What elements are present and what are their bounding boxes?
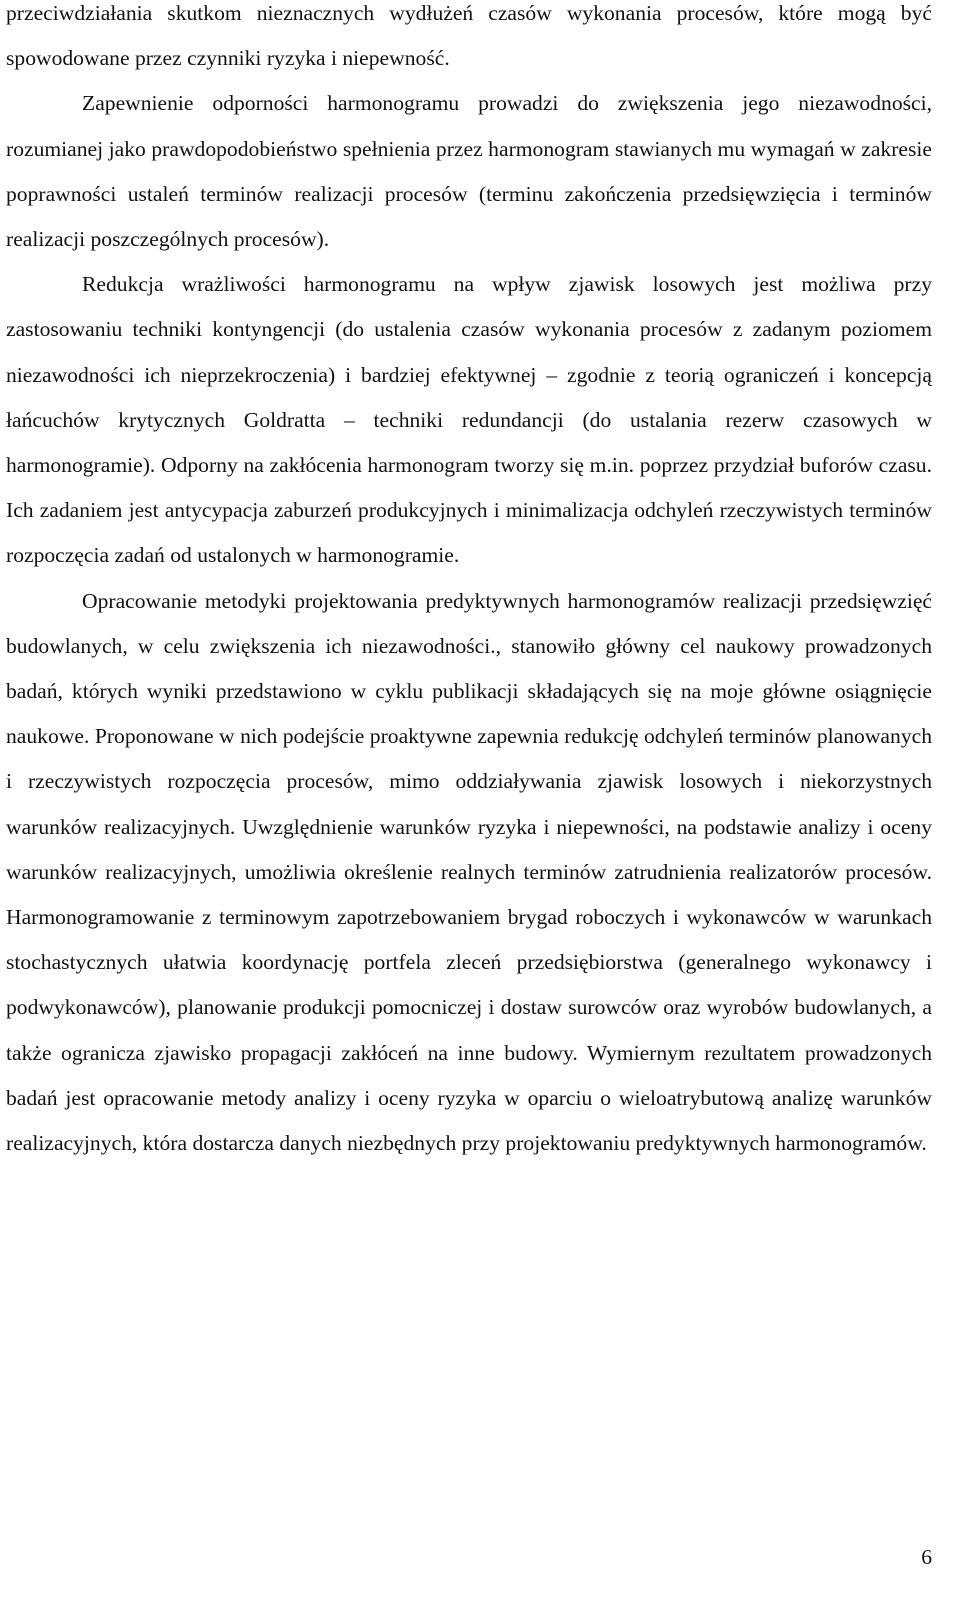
paragraph-continuation: przeciwdziałania skutkom nieznacznych wydłużeń czasów wykonania procesów, które mogą być spowodowane przez czynniki ryzyka i niepewność. (6, 1, 932, 71)
paragraph-sensitivity-reduction: Redukcja wrażliwości harmonogramu na wpływ zjawisk losowych jest możliwa przy zastosowaniu techniki kontyngencji (do ustalenia czasów wykonania procesów z zadanym poziomem niezawodności ich nieprzekroczenia) i bardziej efektywnej – zgodnie z teorią ograniczeń i koncepcją łańcuchów krytycznych Goldratta – techniki redundancji (do ustalania rezerw czasowych w harmonogramie). Odporny na zakłócenia harmonogram tworzy się m.in. poprzez przydział buforów czasu. Ich zadaniem jest antycypacja zaburzeń produkcyjnych i minimalizacja odchyleń rzeczywistych terminów rozpoczęcia zadań od ustalonych w harmonogramie. (6, 272, 932, 568)
paragraph-schedule-robustness: Zapewnienie odporności harmonogramu prowadzi do zwiększenia jego niezawodności, rozumianej jako prawdopodobieństwo spełnienia przez harmonogram stawianych mu wymagań w zakresie poprawności ustaleń terminów realizacji procesów (terminu zakończenia przedsięwzięcia i terminów realizacji poszczególnych procesów). (6, 91, 932, 252)
page-number: 6 (921, 1545, 932, 1569)
paragraph-methodology-goal: Opracowanie metodyki projektowania predyktywnych harmonogramów realizacji przedsięwzięć budowlanych, w celu zwiększenia ich niezawodności., stanowiło główny cel naukowy prowadzonych badań, których wyniki przedstawiono w cyklu publikacji składających się na moje główne osiągnięcie naukowe. Proponowane w nich podejście proaktywne zapewnia redukcję odchyleń terminów planowanych i rzeczywistych rozpoczęcia procesów, mimo oddziaływania zjawisk losowych i niekorzystnych warunków realizacyjnych. Uwzględnienie warunków ryzyka i niepewności, na podstawie analizy i oceny warunków realizacyjnych, umożliwia określenie realnych terminów zatrudnienia realizatorów procesów. Harmonogramowanie z terminowym zapotrzebowaniem brygad roboczych i wykonawców w warunkach stochastycznych ułatwia koordynację portfela zleceń przedsiębiorstwa (generalnego wykonawcy i podwykonawców), planowanie produkcji pomocniczej i dostaw surowców oraz wyrobów budowlanych, a także ogranicza zjawisko propagacji zakłóceń na inne budowy. Wymiernym rezultatem prowadzonych badań jest opracowanie metody analizy i oceny ryzyka w oparciu o wieloatrybutową analizę warunków realizacyjnych, która dostarcza danych niezbędnych przy projektowaniu predyktywnych harmonogramów. (6, 588, 932, 1156)
document-body (6, 0, 932, 1166)
